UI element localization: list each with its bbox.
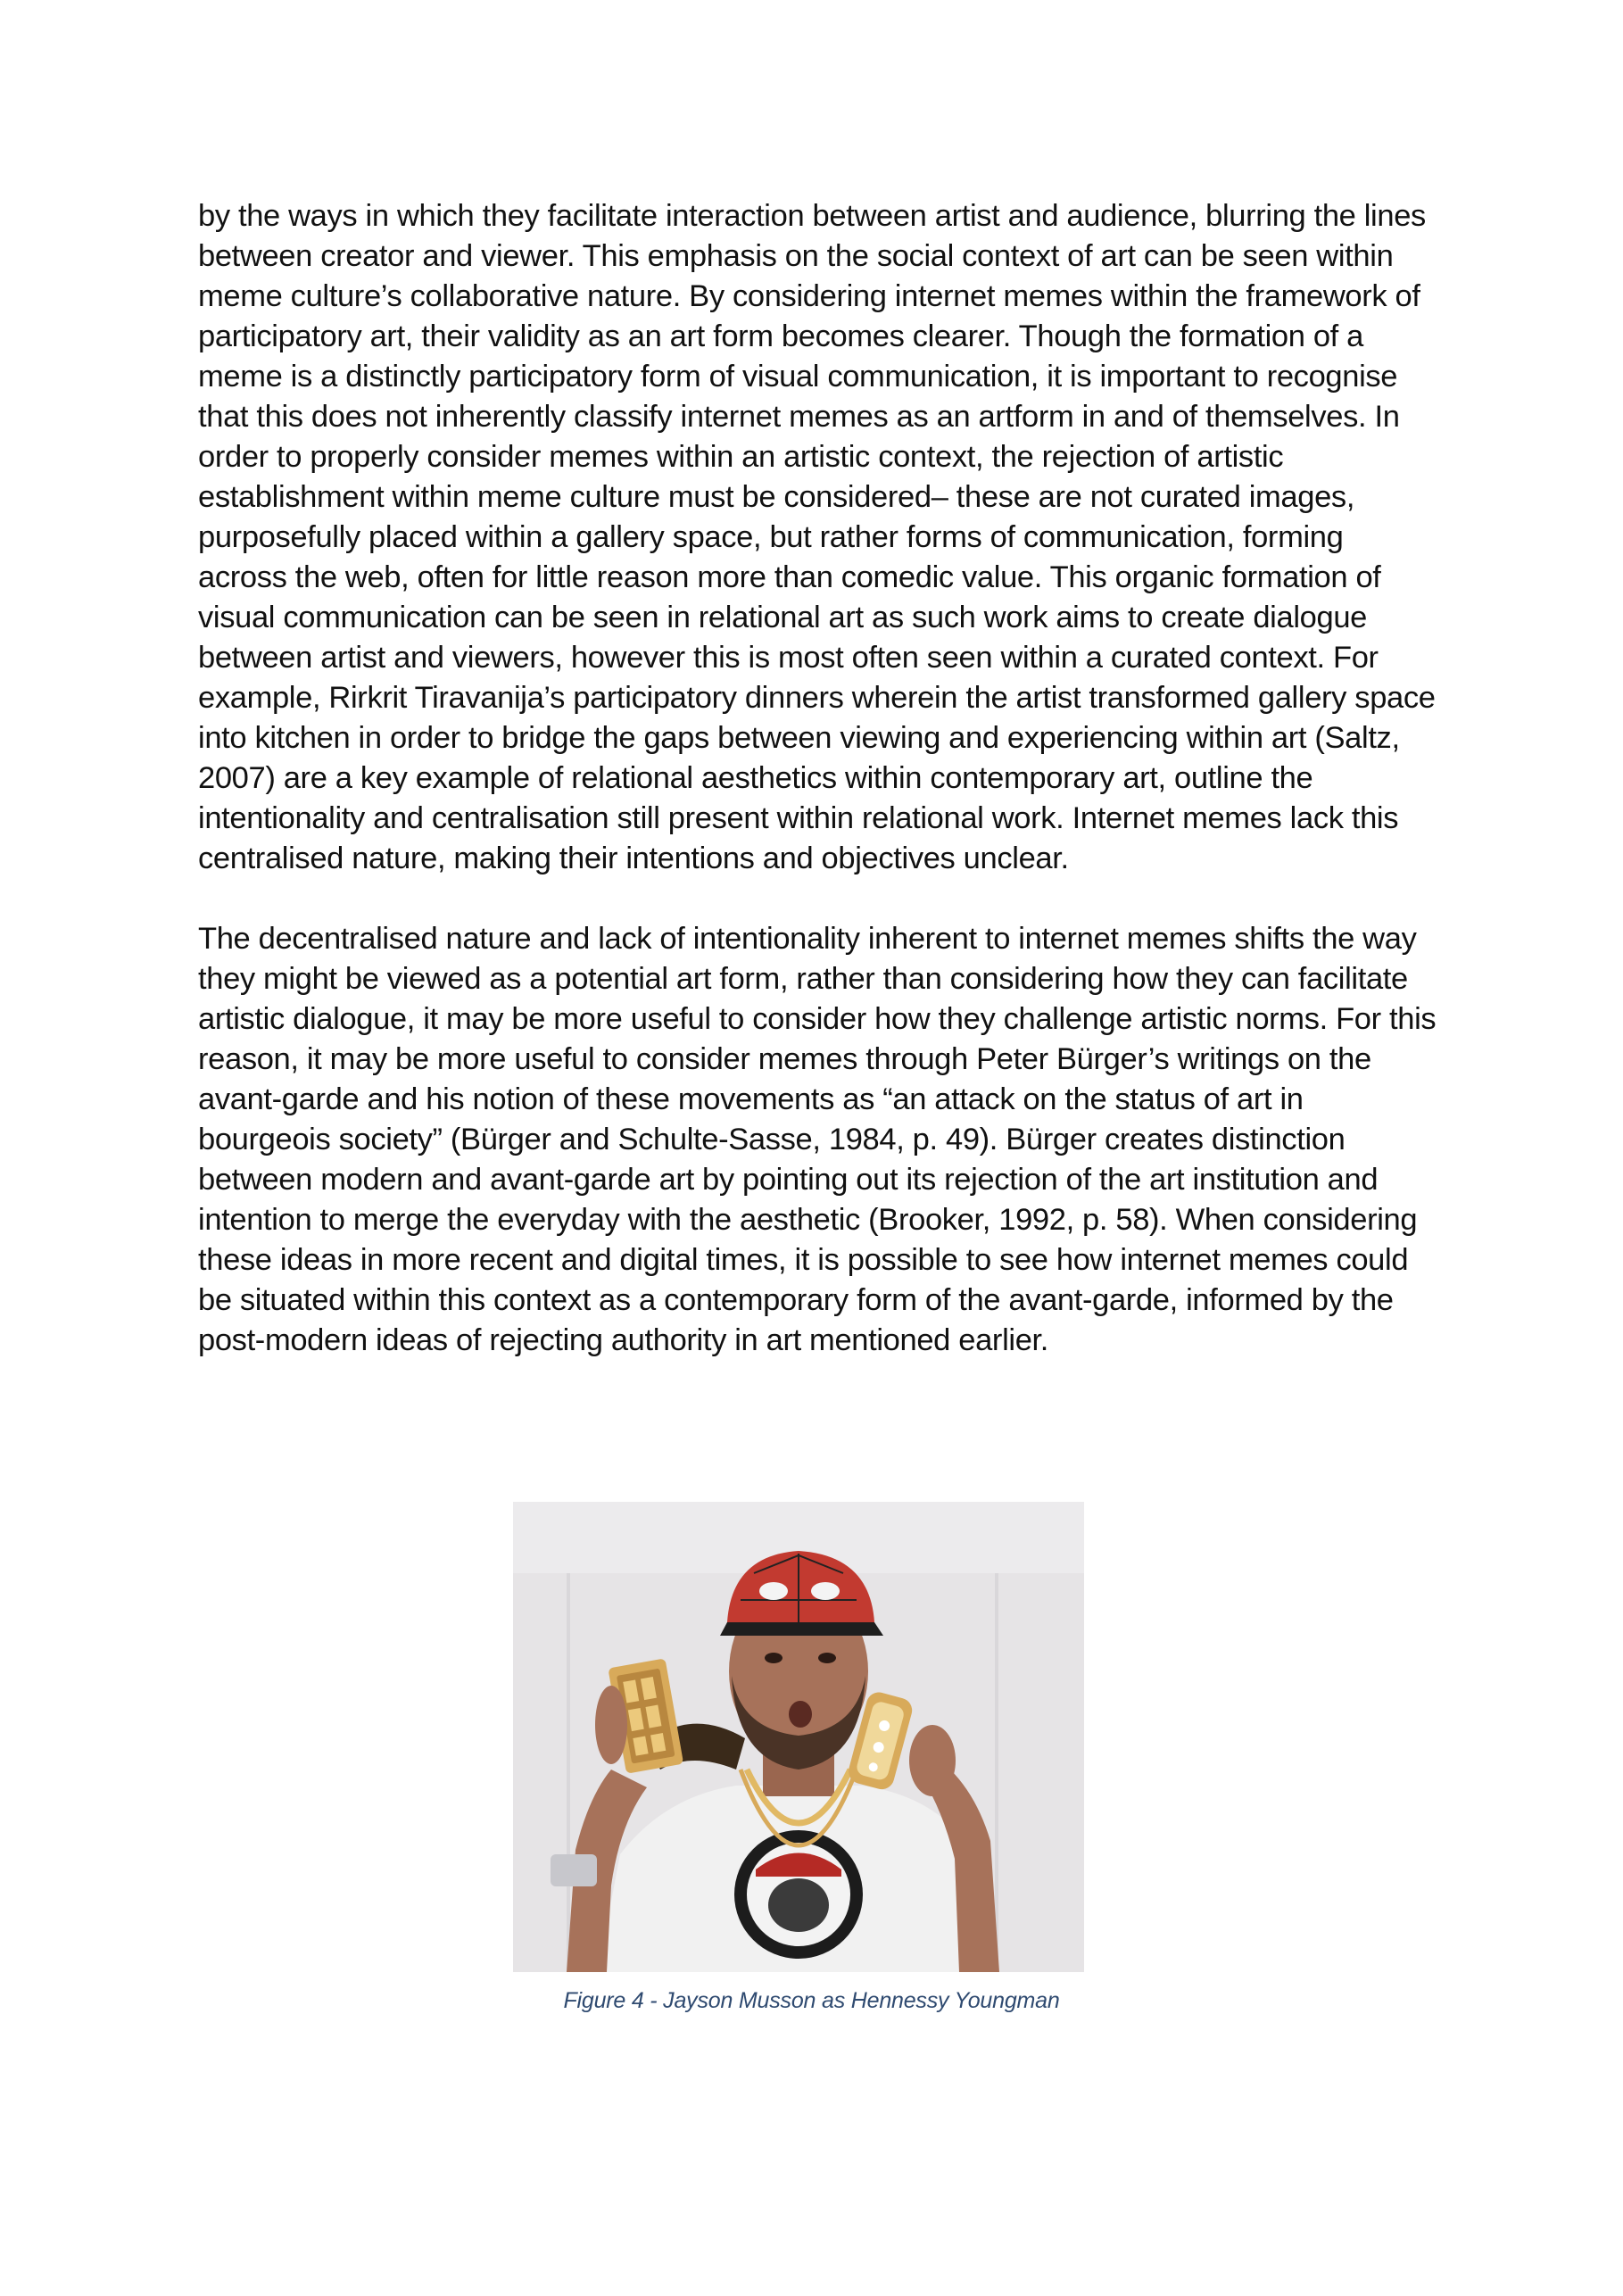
- figure-photo: [513, 1502, 1084, 1972]
- body-text: [198, 196, 1438, 1361]
- mouth: [789, 1701, 812, 1728]
- watch: [551, 1854, 597, 1886]
- paragraph: by the ways in which they facilitate interaction between artist and audience, blurring the lines between creator and viewer. This emphasis on the social context of art can be seen within meme culture’s collaborative nature. By considering internet memes within the framework of participatory art, their validity as an art form becomes clearer. Though the formation of a meme is a distinctly participatory form of visual communication, it is important to recognise that this does not inherently classify internet memes as an artform in and of themselves. In order to properly consider memes within an artistic context, the rejection of artistic establishment within meme culture must be considered– these are not curated images, purposefully placed within a gallery space, but rather forms of communication, forming across the web, often for little reason more than comedic value. This organic formation of visual communication can be seen in relational art as such work aims to create dialogue between artist and viewers, however this is most often seen within a curated context. For example, Rirkrit Tiravanija’s participatory dinners wherein the artist transformed gallery space into kitchen in order to bridge the gaps between viewing and experiencing within art (Saltz, 2007) are a key example of relational aesthetics within contemporary art, outline the intentionality and centralisation still present within relational work. Internet memes lack this centralised nature, making their intentions and objectives unclear.: [198, 199, 1436, 875]
- figure-caption: Figure 4 - Jayson Musson as Hennessy Youngman: [563, 1988, 1060, 2013]
- photo-illustration: [513, 1502, 1084, 1972]
- paragraph: The decentralised nature and lack of intentionality inherent to internet memes shifts the way they might be viewed as a potential art form, rather than considering how they can facilitate artistic dialogue, it may be more useful to consider how they challenge artistic norms. For this reason, it may be more useful to consider memes through Peter Bürger’s writings on the avant-garde and his notion of these movements as “an attack on the status of art in bourgeois society” (Bürger and Schulte-Sasse, 1984, p. 49). Bürger creates distinction between modern and avant-garde art by pointing out its rejection of the art institution and intention to merge the everyday with the aesthetic (Brooker, 1992, p. 58). When considering these ideas in more recent and digital times, it is possible to see how internet memes could be situated within this context as a contemporary form of the avant-garde, informed by the post-modern ideas of rejecting authority in art mentioned earlier.: [198, 922, 1437, 1357]
